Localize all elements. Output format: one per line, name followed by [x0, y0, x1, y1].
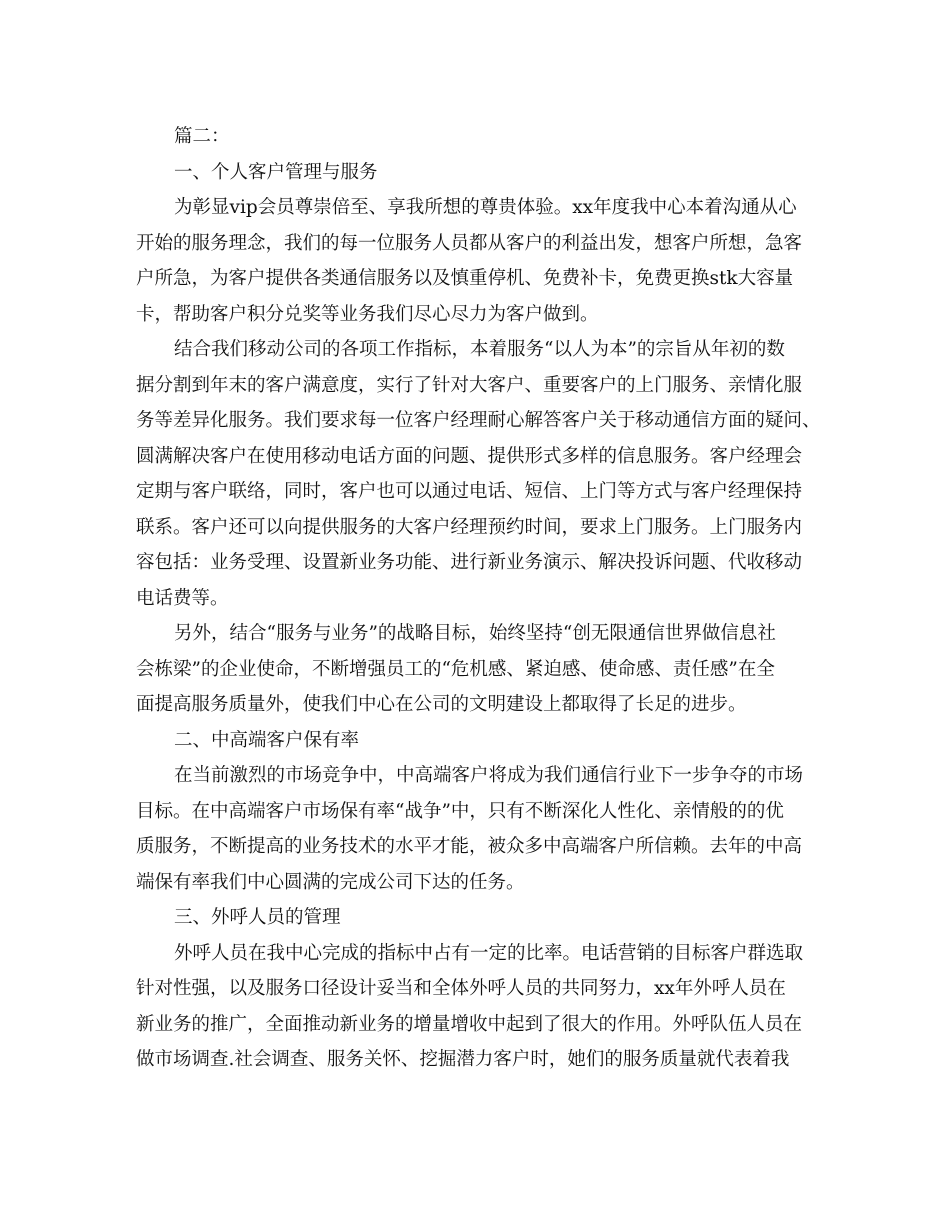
- section-heading: 一、个人客户管理与服务: [174, 161, 378, 183]
- section-heading: 三、外呼人员的管理: [174, 907, 341, 928]
- paragraph-line: 圆满解决客户在使用移动电话方面的问题、提供形式多样的信息服务。客户经理会: [136, 445, 803, 467]
- paragraph-line: 户所急，为客户提供各类通信服务以及慎重停机、免费补卡，免费更换stk大容量: [136, 268, 794, 289]
- paragraph-line: 务等差异化服务。我们要求每一位客户经理耐心解答客户关于移动通信方面的疑问、: [136, 410, 821, 431]
- paragraph-line: 在当前激烈的市场竞争中，中高端客户将成为我们通信行业下一步争夺的市场: [174, 765, 804, 786]
- paragraph-line: 端保有率我们中心圆满的完成公司下达的任务。: [136, 871, 525, 893]
- paragraph-line: 联系。客户还可以向提供服务的大客户经理预约时间，要求上门服务。上门服务内: [136, 516, 803, 538]
- paragraph-line: 容包括：业务受理、设置新业务功能、进行新业务演示、解决投诉问题、代收移动: [136, 552, 803, 573]
- document-body: [136, 119, 821, 1078]
- paragraph-line: 电话费等。: [136, 587, 229, 609]
- paragraph-line: 质服务，不断提高的业务技术的水平才能，被众多中高端客户所信赖。去年的中高: [136, 836, 803, 857]
- paragraph-line: 针对性强，以及服务口径设计妥当和全体外呼人员的共同努力，xx年外呼人员在: [136, 978, 786, 999]
- section-heading: 篇二：: [174, 126, 230, 147]
- paragraph-line: 开始的服务理念，我们的每一位服务人员都从客户的利益出发，想客户所想，急客: [136, 232, 803, 254]
- paragraph-line: 外呼人员在我中心完成的指标中占有一定的比率。电话营销的目标客户群选取: [174, 942, 804, 964]
- paragraph-line: 做市场调查.社会调查、服务关怀、挖掘潜力客户时，她们的服务质量就代表着我: [136, 1049, 790, 1070]
- paragraph-line: 新业务的推广，全面推动新业务的增量增收中起到了很大的作用。外呼队伍人员在: [136, 1013, 803, 1035]
- paragraph-line: 卡，帮助客户积分兑奖等业务我们尽心尽力为客户做到。: [136, 303, 599, 325]
- paragraph-line: 面提高服务质量外，使我们中心在公司的文明建设上都取得了长足的进步。: [136, 694, 747, 715]
- section-heading: 二、中高端客户保有率: [174, 729, 360, 751]
- paragraph-line: 定期与客户联络，同时，客户也可以通过电话、短信、上门等方式与客户经理保持: [136, 481, 803, 502]
- paragraph-line: 会栋梁”的企业使命，不断增强员工的“危机感、紧迫感、使命感、责任感”在全: [136, 658, 775, 680]
- paragraph-line: 目标。在中高端客户市场保有率“战争”中，只有不断深化人性化、亲情般的的优: [136, 800, 784, 822]
- paragraph-line: 结合我们移动公司的各项工作指标，本着服务“以人为本”的宗旨从年初的数: [174, 339, 785, 360]
- paragraph-line: 为彰显vip会员尊崇倍至、享我所想的尊贵体验。xx年度我中心本着沟通从心: [174, 197, 797, 218]
- paragraph-line: 据分割到年末的客户满意度，实行了针对大客户、重要客户的上门服务、亲情化服: [136, 374, 803, 396]
- paragraph-line: 另外，结合“服务与业务”的战略目标，始终坚持“创无限通信世界做信息社: [174, 623, 776, 644]
